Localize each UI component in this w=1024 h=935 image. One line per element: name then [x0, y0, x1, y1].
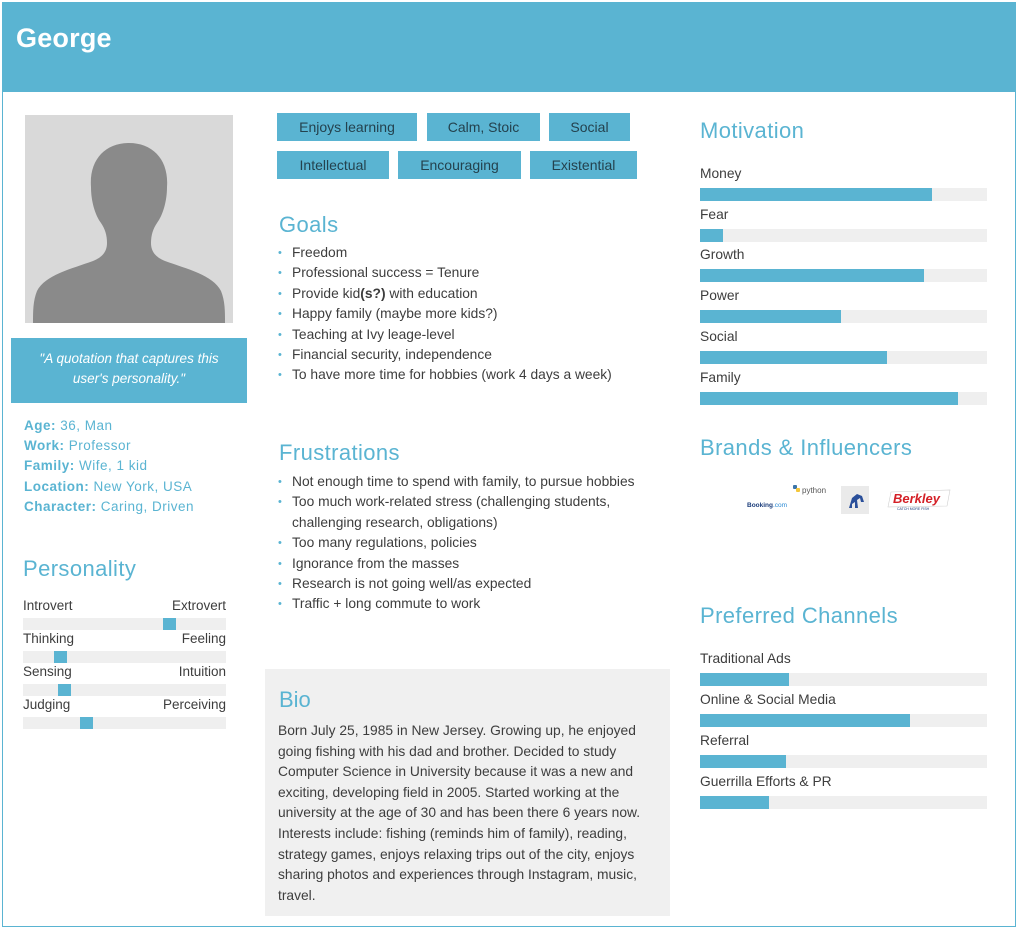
fact-family: Family: Wife, 1 kid: [24, 458, 148, 474]
list-item: [278, 284, 658, 304]
bar-track: [700, 796, 987, 809]
berkley-logo: [888, 490, 950, 511]
motivation-bar: [700, 207, 987, 242]
bar-label: Social: [700, 329, 738, 344]
bar-track: [700, 269, 987, 282]
fact-value: Wife, 1 kid: [79, 458, 148, 474]
scale-marker: [58, 684, 71, 696]
scale-track: [23, 717, 226, 729]
persona-facts: [24, 416, 194, 517]
bar-label: Guerrilla Efforts & PR: [700, 774, 832, 789]
scale-left-label: Judging: [23, 697, 71, 712]
list-item: • Research is not going well/as expected: [278, 574, 648, 594]
list-item: • Professional success = Tenure: [278, 263, 658, 283]
bar-track: [700, 310, 987, 323]
bar-track: [700, 229, 987, 242]
bar-label: Power: [700, 288, 740, 303]
fact-value: 36, Man: [60, 418, 113, 433]
persona-quote: [11, 338, 247, 403]
fact-location: Location: New York, USA: [24, 478, 193, 494]
fact-key: Character: [24, 498, 92, 514]
quote-line: "A quotation that captures this: [39, 351, 219, 366]
trait-tag: Social: [549, 113, 630, 141]
list-item: • Too much work-related stress (challenging students, challenging research, obligations): [278, 492, 648, 533]
trait-tag: Enjoys learning: [277, 113, 417, 141]
channel-bar: [700, 692, 987, 727]
bar-fill: [700, 351, 887, 364]
bio-panel: [265, 669, 670, 916]
channels-title: Preferred Channels: [700, 603, 898, 628]
list-item: • Ignorance from the masses: [278, 554, 648, 574]
list-item: • To have more time for hobbies (work 4 days a week): [278, 365, 658, 385]
bar-track: [700, 673, 987, 686]
goals-list: [278, 243, 658, 386]
personality-scale: [23, 697, 226, 729]
bar-track: [700, 351, 987, 364]
fact-value: New York, USA: [93, 478, 193, 494]
bar-fill: [700, 269, 924, 282]
python-logo: [793, 485, 826, 495]
bar-label: Referral: [700, 733, 750, 748]
goal-text: Provide kid: [292, 285, 361, 301]
scale-marker: [163, 618, 176, 630]
motivation-bar: [700, 166, 987, 201]
personality-title: Personality: [23, 556, 137, 581]
user-silhouette-icon: [25, 115, 233, 323]
python-logo-text: python: [802, 486, 827, 495]
berkley-tagline: CATCH MORE FISH: [897, 507, 930, 511]
bar-track: [700, 392, 987, 405]
avatar: [25, 115, 233, 323]
scale-left-label: Introvert: [23, 598, 73, 613]
scale-right-label: Feeling: [181, 631, 226, 646]
bio-title: Bio: [279, 687, 311, 712]
personality-scale: [23, 664, 226, 696]
bar-fill: [700, 755, 786, 768]
bar-fill: [700, 796, 769, 809]
fact-key: Age: [24, 418, 52, 433]
bar-label: Growth: [700, 247, 745, 262]
fact-key: Family: [24, 458, 70, 474]
trait-tag: Existential: [530, 151, 637, 179]
bio-text: Born July 25, 1985 in New Jersey. Growing up, he enjoyed going fishing with his dad and brother. Decided to study Computer Science in University because it was a new and exciting, developing field in 2005. Started working at the university at the age of 30 and has been there 6 years now. Interests include: fishing (reminds him of family), reading, strategy games, enjoys relaxing trips out of the city, enjoys sharing photos and experiences through Instagram, music, travel.: [278, 723, 641, 903]
frustrations-title: Frustrations: [279, 440, 400, 465]
channel-bar: [700, 774, 987, 809]
trait-tag: Calm, Stoic: [427, 113, 540, 141]
fact-value: Professor: [68, 438, 132, 454]
motivation-bar: [700, 288, 987, 323]
bar-label: Money: [700, 166, 742, 181]
motivation-title: Motivation: [700, 118, 805, 143]
channel-bar: [700, 733, 987, 768]
brand-logos: [745, 480, 955, 518]
trait-tag: Intellectual: [277, 151, 389, 179]
channel-bar: [700, 651, 987, 686]
motivation-bar: [700, 370, 987, 405]
bar-track: [700, 188, 987, 201]
brand-logo-strip: [745, 480, 955, 518]
list-item: • Not enough time to spend with family, to pursue hobbies: [278, 472, 648, 492]
scale-right-label: Intuition: [178, 664, 226, 679]
scale-marker: [54, 651, 67, 663]
bar-fill: [700, 673, 789, 686]
fact-work: Work: Professor: [24, 438, 132, 454]
scale-track: [23, 651, 226, 663]
goal-emphasis: (s?): [360, 285, 386, 301]
bar-track: [700, 755, 987, 768]
bar-fill: [700, 714, 910, 727]
quote-line: user's personality.": [72, 371, 186, 386]
list-item: • Teaching at Ivy leage-level: [278, 325, 658, 345]
scale-marker: [80, 717, 93, 729]
trait-tag: Encouraging: [398, 151, 521, 179]
fact-key: Location: [24, 478, 85, 494]
frustrations-list: [278, 472, 648, 615]
fact-character: Character: Caring, Driven: [24, 498, 195, 514]
bar-label: Fear: [700, 207, 729, 222]
bar-fill: [700, 188, 932, 201]
scale-track: [23, 618, 226, 630]
bar-fill: [700, 392, 958, 405]
bar-label: Online & Social Media: [700, 692, 836, 707]
list-item: • Traffic + long commute to work: [278, 594, 648, 614]
scale-right-label: Extrovert: [171, 598, 226, 613]
scale-left-label: Thinking: [23, 631, 75, 646]
scale-left-label: Sensing: [23, 664, 72, 679]
fact-key: Work: [24, 438, 60, 454]
goals-title: Goals: [279, 212, 339, 237]
bar-fill: [700, 310, 841, 323]
booking-logo-main: Booking: [747, 502, 773, 509]
bar-fill: [700, 229, 723, 242]
goal-text: with education: [385, 285, 478, 301]
list-item: • Too many regulations, policies: [278, 533, 648, 553]
bar-label: Family: [700, 370, 741, 385]
personality-scale: [23, 631, 226, 663]
list-item: • Financial security, independence: [278, 345, 658, 365]
bar-label: Traditional Ads: [700, 651, 791, 666]
booking-logo: [747, 502, 787, 509]
list-item: • Happy family (maybe more kids?): [278, 304, 658, 324]
scale-track: [23, 684, 226, 696]
brands-title: Brands & Influencers: [700, 435, 913, 460]
personality-scale: [23, 598, 226, 630]
persona-name: George: [16, 23, 112, 53]
motivation-bar: [700, 329, 987, 364]
booking-logo-suffix: .com: [773, 502, 788, 509]
motivation-bar: [700, 247, 987, 282]
bull-logo: [841, 486, 869, 514]
fact-value: Caring, Driven: [100, 498, 195, 514]
scale-right-label: Perceiving: [162, 697, 226, 712]
fact-age: Age: 36, Man: [24, 418, 113, 433]
berkley-logo-text: Berkley: [893, 491, 940, 506]
bar-track: [700, 714, 987, 727]
list-item: • Freedom: [278, 243, 658, 263]
header-bar: [3, 3, 1016, 92]
